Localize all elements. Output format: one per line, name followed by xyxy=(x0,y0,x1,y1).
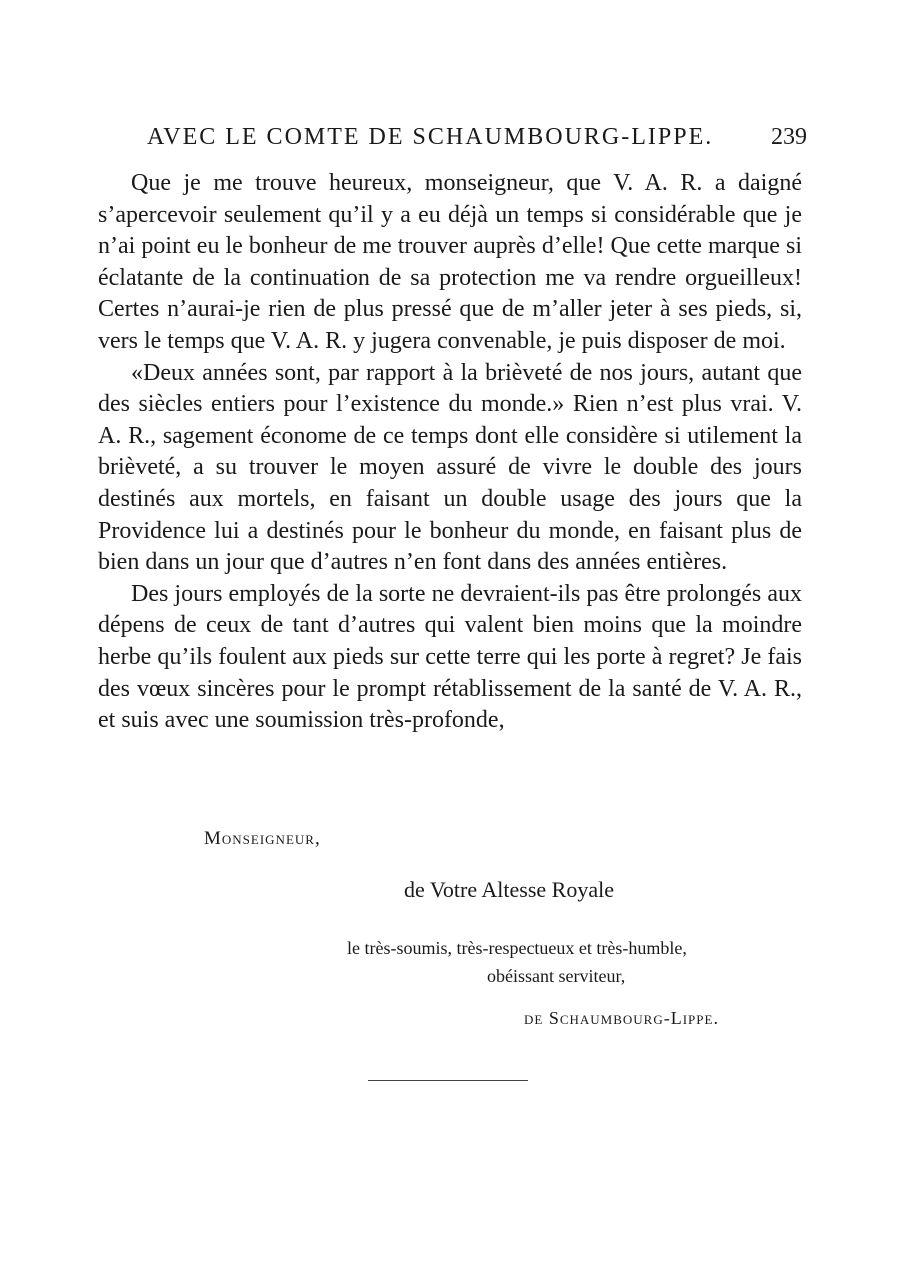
paragraph-2: «Deux années sont, par rapport à la brièveté de nos jours, autant que des siècles entiers pour l’existence du monde.» Rien n’est plus vrai. V. A. R., sagement économe de ce temps dont elle considère si utilement la brièveté, a su trouver le moyen assuré de vivre le double des jours destinés aux mortels, en faisant un double usage des jours que la Providence lui a destinés pour le bonheur du monde, en faisant plus de bien dans un jour que d’autres n’en font dans des années entières. xyxy=(98,359,802,576)
letter-body xyxy=(98,168,802,737)
running-header xyxy=(147,124,807,156)
salutation: Monseigneur, xyxy=(204,828,321,849)
closing-votre: de Votre Altesse Royale xyxy=(404,877,614,902)
closing-formula-line-2: obéissant serviteur, xyxy=(487,966,626,986)
signature: de Schaumbourg-Lippe. xyxy=(524,1008,719,1028)
closing-formula-line-1: le très-soumis, très-respectueux et très-humble, xyxy=(347,938,687,958)
running-title: AVEC LE COMTE DE SCHAUMBOURG-LIPPE. xyxy=(147,124,714,150)
paragraph-3: Des jours employés de la sorte ne devraient-ils pas être prolongés aux dépens de ceux de tant d’autres qui valent bien moins que la moindre herbe qu’ils foulent aux pieds sur cette terre qui les porte à regret? Je fais des vœux sincères pour le prompt rétablissement de la santé de V. A. R., et suis avec une soumission très-profonde, xyxy=(98,580,802,734)
paragraph-1: Que je me trouve heureux, monseigneur, que V. A. R. a daigné s’apercevoir seulement qu’il y a eu déjà un temps si considérable que je n’ai point eu le bonheur de me trouver auprès d’elle! Que cette marque si éclatante de la continuation de sa protection me va rendre orgueilleux! Certes n’aurai-je rien de plus pressé que de m’aller jeter à ses pieds, si, vers le temps que V. A. R. y jugera convenable, je puis disposer de moi. xyxy=(98,170,802,354)
end-rule xyxy=(368,1080,528,1081)
page-number: 239 xyxy=(771,124,807,150)
